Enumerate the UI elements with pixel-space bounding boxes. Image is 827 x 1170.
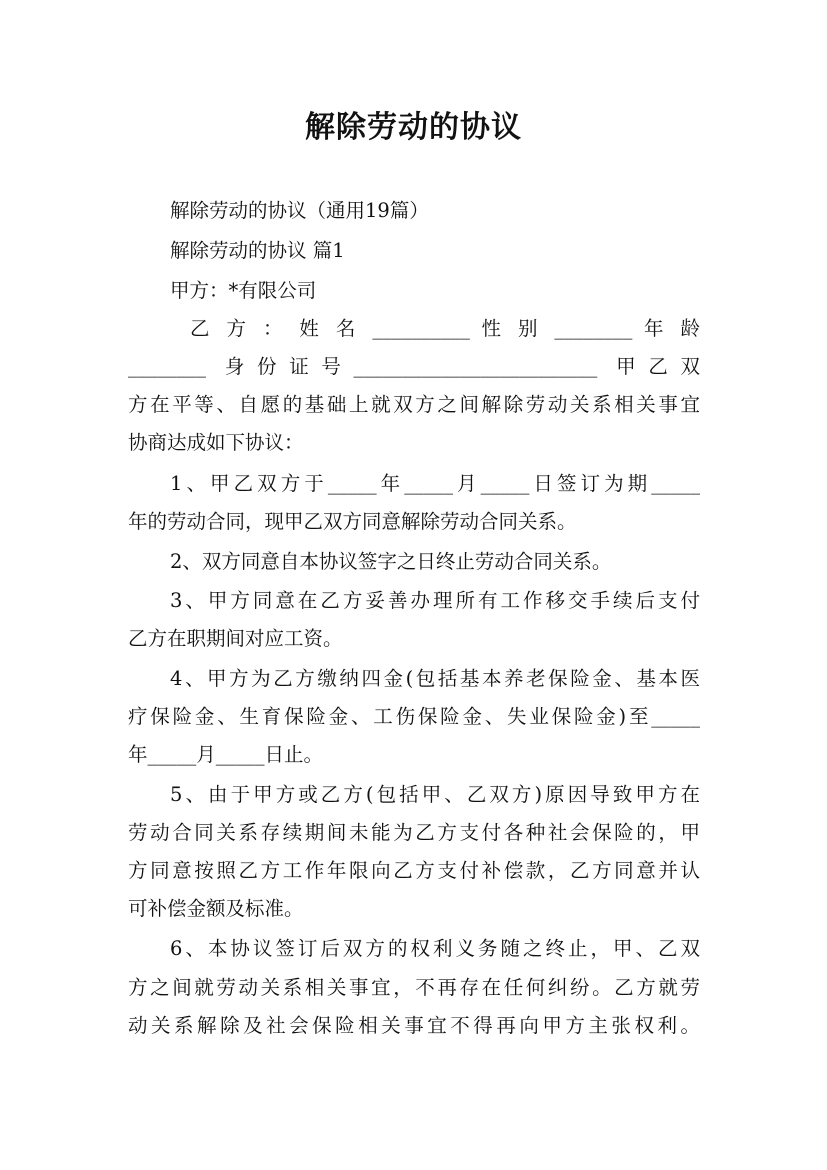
clause-2-line: 2、双方同意自本协议签字之日终止劳动合同关系。 — [170, 550, 612, 573]
section-heading: 解除劳动的协议 篇1 — [170, 239, 345, 262]
party-b-id-line: ________ 身份证号_________________________ 甲乙双 — [128, 355, 700, 378]
clause-5-line: 方同意按照乙方工作年限向乙方支付补偿款，乙方同意并认 — [128, 859, 700, 882]
party-b-line: 乙 方 ： 姓 名 __________ 性 别 ________ 年 龄 — [190, 317, 700, 340]
clause-3-line: 3、甲方同意在乙方妥善办理所有工作移交手续后支付 — [170, 589, 700, 612]
document-title: 解除劳动的协议 — [305, 110, 522, 145]
clause-6-line: 动关系解除及社会保险相关事宜不得再向甲方主张权利。 — [128, 1014, 700, 1037]
clause-4-line: 4、甲方为乙方缴纳四金(包括基本养老保险金、基本医 — [170, 667, 700, 690]
clause-6-line: 方之间就劳动关系相关事宜，不再存在任何纠纷。乙方就劳 — [128, 976, 700, 999]
party-a-line: 甲方：*有限公司 — [170, 279, 317, 302]
paragraph-line: 协商达成如下协议： — [128, 431, 304, 454]
clause-6-line: 6、本协议签订后双方的权利义务随之终止，甲、乙双 — [170, 937, 700, 960]
subtitle-line: 解除劳动的协议（通用19篇） — [170, 199, 429, 222]
clause-4-line: 疗保险金、生育保险金、工伤保险金、失业保险金)至_____ — [128, 705, 700, 728]
clause-1-line: 1、甲乙双方于_____年_____月_____日签订为期_____ — [170, 472, 700, 495]
clause-3-line: 乙方在职期间对应工资。 — [128, 627, 343, 650]
clause-5-line: 5、由于甲方或乙方(包括甲、乙双方)原因导致甲方在 — [170, 783, 700, 806]
clause-1-line: 年的劳动合同，现甲乙双方同意解除劳动合同关系。 — [128, 510, 577, 533]
clause-4-line: 年_____月_____日止。 — [128, 743, 324, 766]
paragraph-line: 方在平等、自愿的基础上就双方之间解除劳动关系相关事宜 — [128, 393, 700, 416]
clause-5-line: 可补偿金额及标准。 — [128, 897, 304, 920]
clause-5-line: 劳动合同关系存续期间未能为乙方支付各种社会保险的，甲 — [128, 821, 700, 844]
